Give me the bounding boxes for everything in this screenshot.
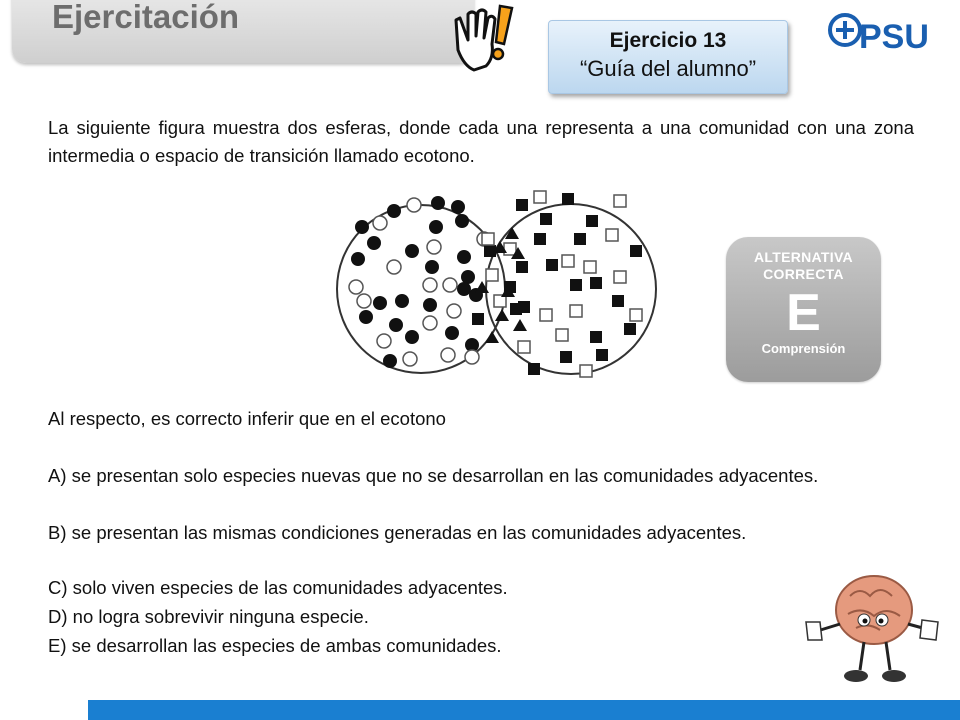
psu-logo	[826, 8, 936, 58]
badge-heading-line1: ALTERNATIVA	[754, 249, 853, 265]
brain-mascot-icon	[800, 566, 945, 690]
option-b: B) se presentan las mismas condiciones generadas en las comunidades adyacentes.	[48, 522, 747, 543]
badge-heading	[726, 249, 881, 283]
correct-answer-badge	[726, 237, 881, 382]
correct-answer-letter: E	[786, 284, 821, 342]
intro-paragraph: La siguiente figura muestra dos esferas, donde cada una representa a una comunidad con una zona intermedia o espacio de transición llamado ecotono.	[48, 117, 914, 166]
exercise-number: Ejercicio 13	[609, 29, 727, 52]
skill-label: Comprensión	[761, 341, 846, 356]
question-stem: Al respecto, es correcto inferir que en el ecotono	[48, 408, 446, 429]
exercise-subtitle: “Guía del alumno”	[579, 56, 757, 81]
exercise-label-box	[548, 20, 788, 94]
pointing-hand-icon	[446, 0, 518, 80]
option-a: A) se presentan solo especies nuevas que no se desarrollan en las comunidades adyacentes.	[48, 465, 819, 486]
page-title: Ejercitación	[52, 0, 240, 35]
logo-text: PSU	[859, 18, 929, 56]
badge-heading-line2: CORRECTA	[763, 266, 844, 282]
option-e: E) se desarrollan las especies de ambas comunidades.	[48, 635, 502, 656]
footer-bar	[88, 700, 960, 720]
title-tab	[12, 0, 474, 63]
option-c: C) solo viven especies de las comunidades adyacentes.	[48, 577, 508, 598]
option-d: D) no logra sobrevivir ninguna especie.	[48, 606, 369, 627]
ecotone-venn-diagram	[334, 185, 664, 393]
